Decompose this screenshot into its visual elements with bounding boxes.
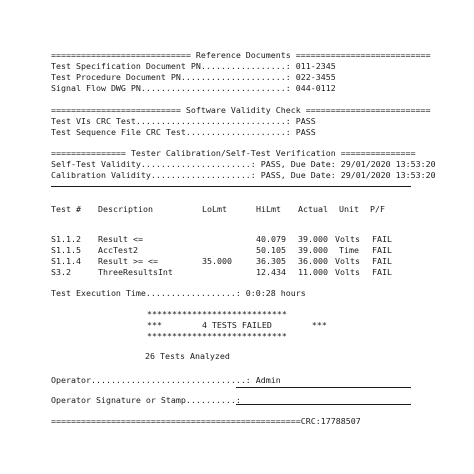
cell-unit: Time [339,245,359,255]
cell-pf: FAIL [372,245,392,255]
col-hilmt: HiLmt [256,204,281,214]
col-description: Description [98,204,153,214]
cell-test-number: S1.1.2 [51,234,81,244]
col-actual: Actual [298,204,328,214]
col-pf: P/F [370,204,385,214]
cell-pf: FAIL [372,256,392,266]
signal-flow-line: Signal Flow DWG PN.............................: 044-0112 [51,83,336,93]
col-lolmt: LoLmt [202,204,227,214]
stars-top: **************************** [147,309,287,319]
tests-analyzed: 26 Tests Analyzed [145,351,230,361]
test-procedure-line: Test Procedure Document PN.....................: 022-3455 [51,72,336,82]
test-vis-crc-line: Test VIs CRC Test..............................: PASS [51,116,316,126]
cell-test-number: S1.1.4 [51,256,81,266]
cell-test-number: S3.2 [51,267,71,277]
operator-line: Operator...............................: Admin [51,375,281,385]
cell-description: ThreeResultsInt [98,267,173,277]
col-test-number: Test # [51,204,81,214]
cell-hilmt: 36.305 [256,256,286,266]
signature-line: Operator Signature or Stamp..........: [51,395,241,405]
tests-failed-banner: *** 4 TESTS FAILED *** [147,320,327,330]
reference-documents-header: ============================ Reference Documents =========================== [51,50,431,60]
cell-lolmt: 35.000 [202,256,232,266]
cell-description: Result <= [98,234,143,244]
calibration-validity-line: Calibration Validity....................: PASS, Due Date: 29/01/2020 13:53:20 [51,170,436,180]
test-specification-line: Test Specification Document PN.................: 011-2345 [51,61,336,71]
execution-time-line: Test Execution Time..................: 0:0:28 hours [51,288,306,298]
cell-hilmt: 50.105 [256,245,286,255]
cell-test-number: S1.1.5 [51,245,81,255]
cell-unit: Volts [335,234,360,244]
col-unit: Unit [339,204,359,214]
cell-actual: 11.000 [298,267,328,277]
calibration-header: =============== Tester Calibration/Self-Test Verification =============== [51,148,416,158]
operator-underline [236,387,411,388]
cell-actual: 39.000 [298,245,328,255]
cell-hilmt: 40.079 [256,234,286,244]
crc-footer: ==================================================CRC:17788507 [51,416,361,426]
signature-underline [236,404,411,405]
sequence-file-crc-line: Test Sequence File CRC Test....................: PASS [51,127,316,137]
cell-pf: FAIL [372,267,392,277]
stars-bottom: **************************** [147,331,287,341]
divider [51,186,411,187]
cell-pf: FAIL [372,234,392,244]
cell-unit: Volts [335,267,360,277]
cell-unit: Volts [335,256,360,266]
cell-hilmt: 12.434 [256,267,286,277]
cell-actual: 36.000 [298,256,328,266]
self-test-validity-line: Self-Test Validity......................: PASS, Due Date: 29/01/2020 13:53:20 [51,159,436,169]
cell-description: AccTest2 [98,245,138,255]
cell-actual: 39.000 [298,234,328,244]
software-validity-header: ========================== Software Validity Check ========================= [51,105,431,115]
cell-description: Result >= <= [98,256,158,266]
